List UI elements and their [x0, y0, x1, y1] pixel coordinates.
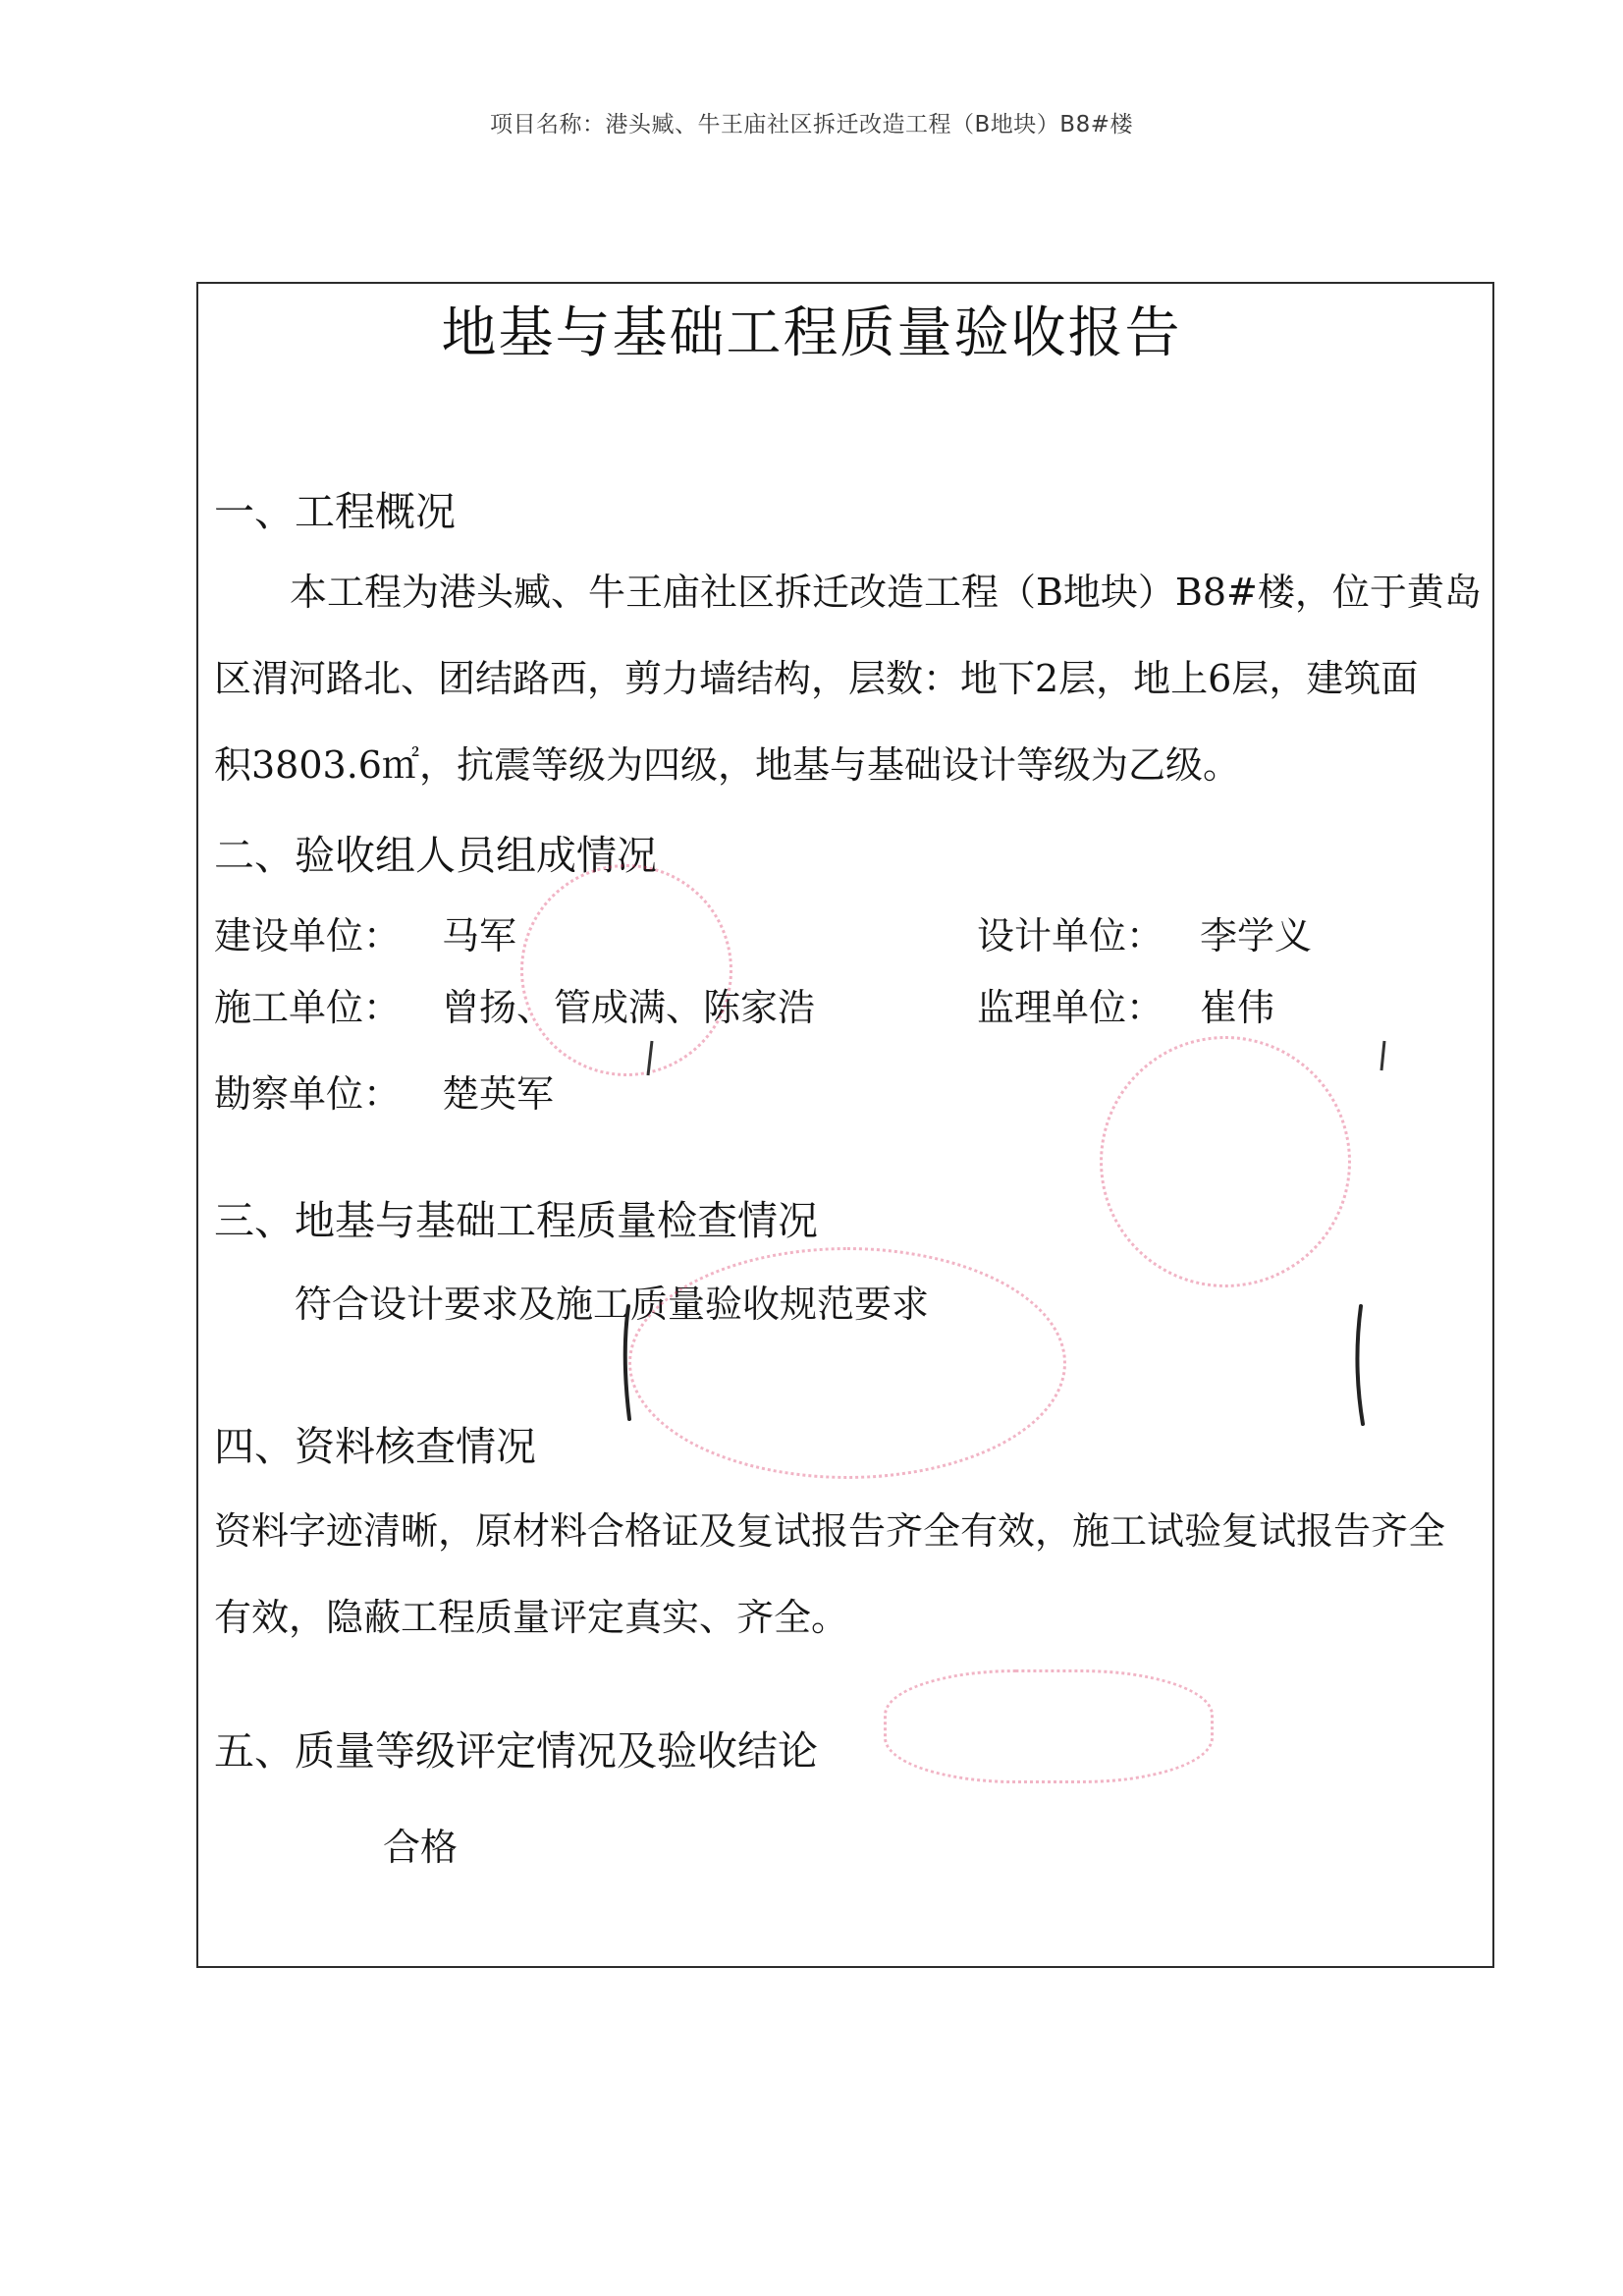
- project-name-header: 项目名称：港头臧、牛王庙社区拆迁改造工程（B地块）B8#楼: [490, 112, 1133, 137]
- section-1-line-1: 本工程为港头臧、牛王庙社区拆迁改造工程（B地块）B8#楼，位于黄岛: [290, 571, 1482, 614]
- section-5-heading: 五、质量等级评定情况及验收结论: [214, 1727, 818, 1775]
- member-label-contractor: 施工单位：: [214, 986, 402, 1029]
- section-3-heading: 三、地基与基础工程质量检查情况: [214, 1197, 818, 1244]
- member-value-contractor: 曾扬、管成满、陈家浩: [442, 986, 816, 1029]
- member-label-survey: 勘察单位：: [214, 1072, 402, 1116]
- member-value-construction: 马军: [442, 914, 517, 957]
- member-value-supervision: 崔伟: [1200, 986, 1275, 1029]
- member-value-survey: 楚英军: [442, 1072, 555, 1116]
- section-5-content: 合格: [383, 1826, 459, 1869]
- section-2-heading: 二、验收组人员组成情况: [214, 832, 657, 879]
- member-label-supervision: 监理单位：: [977, 986, 1164, 1029]
- report-title: 地基与基础工程质量验收报告: [441, 301, 1182, 365]
- member-value-design: 李学义: [1200, 914, 1313, 957]
- section-1-line-3: 积3803.6㎡，抗震等级为四级，地基与基础设计等级为乙级。: [214, 743, 1240, 787]
- section-4-line-1: 资料字迹清晰，原材料合格证及复试报告齐全有效，施工试验复试报告齐全: [214, 1509, 1446, 1553]
- section-3-content: 符合设计要求及施工质量验收规范要求: [295, 1283, 930, 1326]
- section-1-heading: 一、工程概况: [214, 488, 456, 535]
- section-1-line-2: 区渭河路北、团结路西，剪力墙结构，层数：地下2层，地上6层，建筑面: [214, 657, 1419, 700]
- section-4-line-2: 有效，隐蔽工程质量评定真实、齐全。: [214, 1596, 849, 1639]
- member-label-construction: 建设单位：: [214, 914, 402, 957]
- section-4-heading: 四、资料核查情况: [214, 1423, 536, 1470]
- member-label-design: 设计单位：: [977, 914, 1164, 957]
